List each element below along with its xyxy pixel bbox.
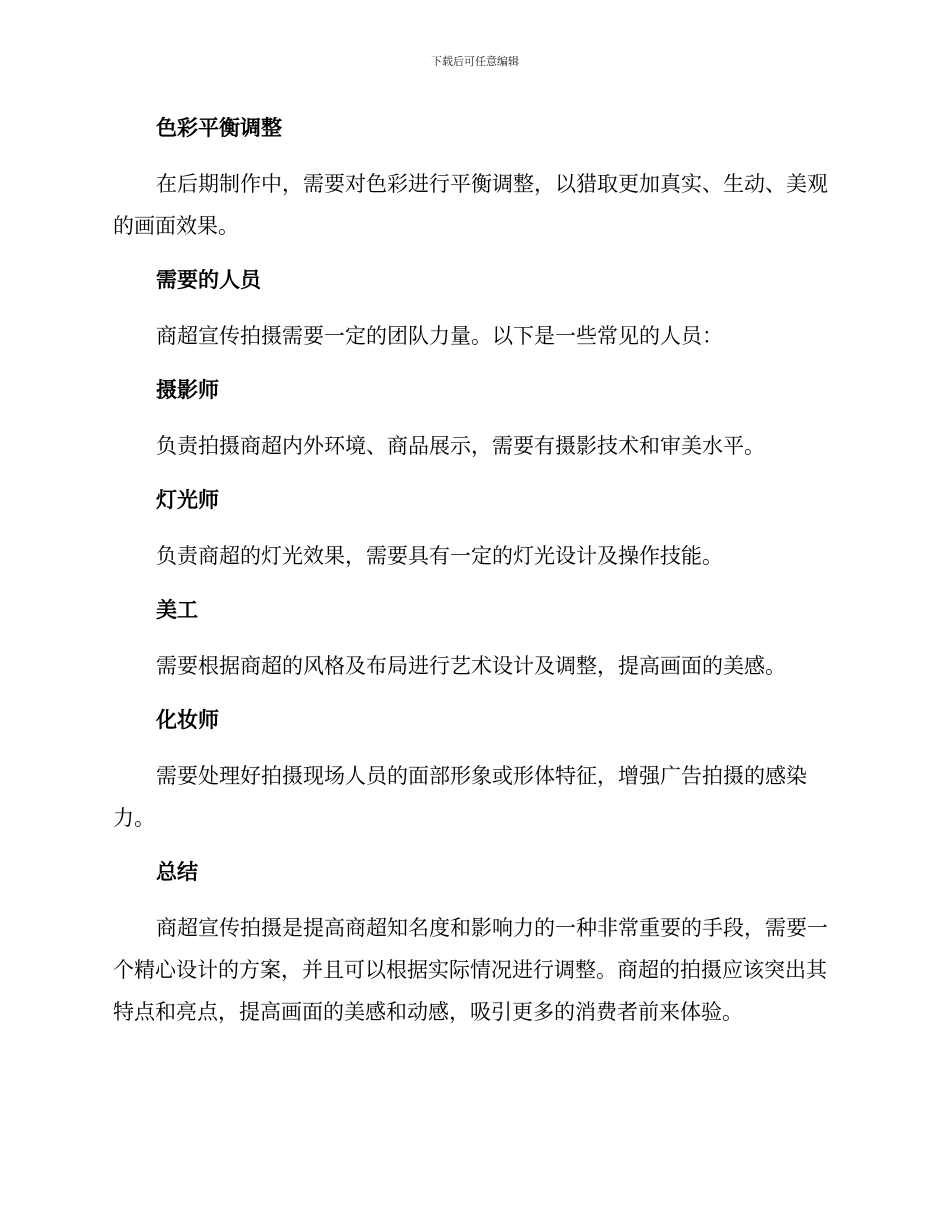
section-heading: 化妆师 [156,708,219,732]
document-body [113,108,833,1046]
section-paragraph: 商超宣传拍摄是提高商超知名度和影响力的一种非常重要的手段，需要一个精心设计的方案，并且可以根据实际情况进行调整。商超的拍摄应该突出其特点和亮点，提高画面的美感和动感，吸引更多的消费者前来体验。 [113,916,828,1024]
section-paragraph: 商超宣传拍摄需要一定的团队力量。以下是一些常见的人员： [156,324,723,348]
section-heading: 总结 [156,860,198,884]
section-heading: 摄影师 [156,378,219,402]
page-header: 下载后可任意编辑 [431,55,519,68]
section-paragraph: 在后期制作中，需要对色彩进行平衡调整，以猎取更加真实、生动、美观的画面效果。 [113,172,828,238]
section-paragraph: 需要根据商超的风格及布局进行艺术设计及调整，提高画面的美感。 [156,654,786,678]
section-heading: 灯光师 [156,488,219,512]
section-paragraph: 负责拍摄商超内外环境、商品展示，需要有摄影技术和审美水平。 [156,434,765,458]
section-heading: 色彩平衡调整 [156,116,282,140]
section-heading: 美工 [156,598,198,622]
section-paragraph: 需要处理好拍摄现场人员的面部形象或形体特征，增强广告拍摄的感染力。 [113,764,807,830]
section-paragraph: 负责商超的灯光效果，需要具有一定的灯光设计及操作技能。 [156,544,723,568]
section-heading: 需要的人员 [156,268,261,292]
